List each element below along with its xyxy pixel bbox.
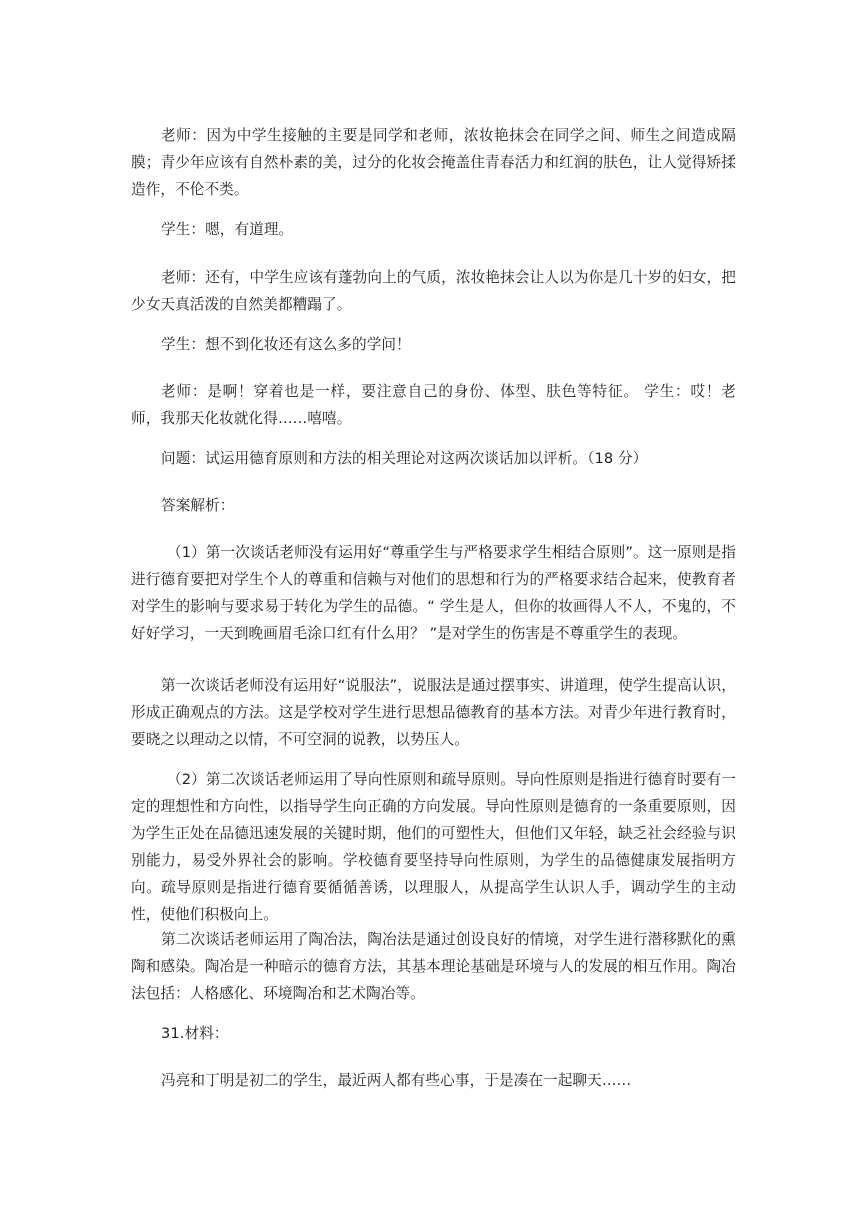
paragraph-student-2: 学生：想不到化妆还有这么多的学问！ (161, 336, 411, 353)
paragraph-student-1: 学生：嗯，有道理。 (161, 221, 294, 238)
paragraph-answer-2: （2）第二次谈话老师运用了导向性原则和疏导原则。导向性原则是指进行德育时要有一定的理想性和方向性，以指导学生向正确的方向发展。导向性原则是德育的一条重要原则，因为学生正处在品德迅速发展的关键时期，他们的可塑性大，但他们又年轻，缺乏社会经验与识别能力，易受外界社会的影响。学校德育要坚持导向性原则，为学生的品德健康发展指明方向。疏导原则是指进行德育要循循善诱，以理服人，从提高学生认识人手，调动学生的主动性，使他们积极向上。 (131, 771, 736, 923)
paragraph-material-heading: 31.材料： (161, 1025, 229, 1042)
paragraph-teacher-3: 老师：是啊！穿着也是一样，要注意自己的身份、体型、肤色等特征。 学生：哎！老师，我那天化妆就化得……嘻嘻。 (131, 383, 736, 427)
paragraph-material-text: 冯亮和丁明是初二的学生，最近两人都有些心事，于是凑在一起聊天…… (161, 1072, 632, 1089)
paragraph-answer-heading: 答案解析： (161, 497, 235, 514)
paragraph-answer-1: （1）第一次谈话老师没有运用好“尊重学生与严格要求学生相结合原则”。这一原则是指进行德育要把对学生个人的尊重和信赖与对他们的思想和行为的严格要求结合起来，使教育者对学生的影响与要求易于转化为学生的品德。“ 学生是人，但你的妆画得人不人，不鬼的，不好好学习，一天到晚画眉毛涂口红有什么用？ ”是对学生的伤害是不尊重学生的表现。 (131, 544, 736, 642)
paragraph-teacher-1: 老师：因为中学生接触的主要是同学和老师，浓妆艳抹会在同学之间、师生之间造成隔膜；青少年应该有自然朴素的美，过分的化妆会掩盖住青春活力和红润的肤色，让人觉得矫揉造作，不伦不类。 (131, 127, 736, 198)
paragraph-question: 问题：试运用德育原则和方法的相关理论对这两次谈话加以评析。（18 分） (161, 450, 648, 467)
paragraph-answer-2b: 第二次谈话老师运用了陶冶法，陶冶法是通过创设良好的情境，对学生进行潜移默化的熏陶和感染。陶冶是一种暗示的德育方法，其基本理论基础是环境与人的发展的相互作用。陶冶法包括：人格感化、环境陶冶和艺术陶冶等。 (131, 931, 736, 1002)
paragraph-teacher-2: 老师：还有，中学生应该有蓬勃向上的气质，浓妆艳抹会让人以为你是几十岁的妇女，把少女天真活泼的自然美都糟蹋了。 (131, 269, 736, 313)
paragraph-answer-1b: 第一次谈话老师没有运用好“说服法”，说服法是通过摆事实、讲道理，使学生提高认识，形成正确观点的方法。这是学校对学生进行思想品德教育的基本方法。对青少年进行教育时，要晓之以理动之以情，不可空洞的说教，以势压人。 (131, 677, 736, 748)
